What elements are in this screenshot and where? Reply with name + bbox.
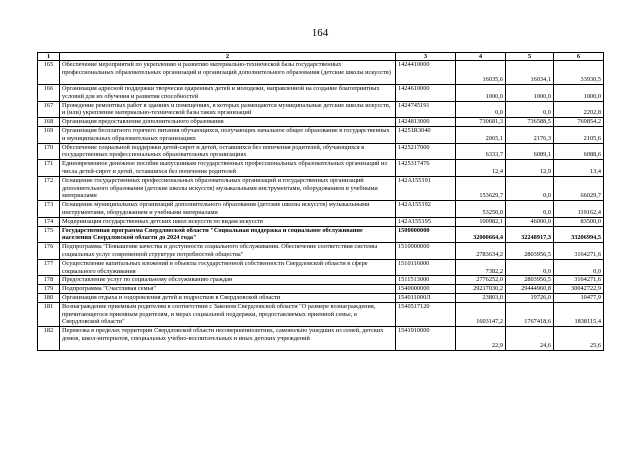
row-value-col6-cell: 2105,6 [554, 126, 604, 143]
row-value-col6-cell: 1838115,4 [554, 302, 604, 326]
table-row [38, 276, 604, 285]
row-code-cell: 14251R3040 [396, 126, 456, 143]
table-row [38, 143, 604, 160]
row-value-col6-cell: 1000,0 [554, 85, 604, 102]
row-value-col4-cell: 7382,2 [456, 259, 506, 276]
row-value-col6-cell: 33930,5 [554, 61, 604, 85]
row-value-col5-cell: 0,0 [506, 201, 554, 218]
row-value-col6-cell: 25,6 [554, 327, 604, 351]
row-value-col4-cell: 1000,0 [456, 85, 506, 102]
row-value-col4-cell: 2783634,2 [456, 243, 506, 260]
row-description-cell: Осуществление капитальных вложений в объекты государственной собственности Свердловской области в сфере социального обслуживания [60, 259, 396, 276]
row-number-cell: 179 [38, 285, 60, 294]
row-description-cell: Государственная программа Свердловской области "Социальная поддержка и социальное обслуживание населения Свердловской области до 2024 года" [60, 226, 396, 243]
row-number-cell: 170 [38, 143, 60, 160]
row-code-cell: 1541910000 [396, 327, 456, 351]
row-value-col4-cell: 1603147,2 [456, 302, 506, 326]
row-value-col6-cell: 30042722,9 [554, 285, 604, 294]
row-value-col4-cell: 32000664,4 [456, 226, 506, 243]
row-value-col4-cell: 23803,0 [456, 293, 506, 302]
row-number-cell: 165 [38, 61, 60, 85]
row-description-cell: Единовременное денежное пособие выпускникам государственных профессиональных образовательных организаций из числа детей-сирот и детей, оставшихся без попечения родителей [60, 160, 396, 177]
row-value-col5-cell: 16034,1 [506, 61, 554, 85]
table-row [38, 118, 604, 127]
row-value-col5-cell: 32248917,3 [506, 226, 554, 243]
row-value-col5-cell: 1767418,6 [506, 302, 554, 326]
row-number-cell: 167 [38, 101, 60, 118]
row-description-cell: Обеспечение мероприятий по укреплению и развитию материально-технической базы государственных профессиональных образовательных организаций и организаций дополнительного образования (детские школы искусств) [60, 61, 396, 85]
row-value-col5-cell: 0,0 [506, 176, 554, 200]
row-number-cell: 177 [38, 259, 60, 276]
row-value-col6-cell: 2202,8 [554, 101, 604, 118]
row-code-cell: 154011000Л [396, 293, 456, 302]
row-value-col5-cell: 0,0 [506, 259, 554, 276]
row-value-col4-cell: 16035,6 [456, 61, 506, 85]
table-row [38, 126, 604, 143]
row-number-cell: 171 [38, 160, 60, 177]
table-row [38, 160, 604, 177]
row-code-cell: 1511513000 [396, 276, 456, 285]
row-value-col6-cell: 119162,4 [554, 201, 604, 218]
row-value-col4-cell: 6333,7 [456, 143, 506, 160]
table-header [38, 53, 604, 61]
row-number-cell: 174 [38, 217, 60, 226]
row-description-cell: Организация отдыха и оздоровления детей и подростков в Свердловской области [60, 293, 396, 302]
row-value-col5-cell: 736588,5 [506, 118, 554, 127]
table-body [38, 61, 604, 351]
table-row [38, 85, 604, 102]
row-value-col6-cell: 83500,0 [554, 217, 604, 226]
row-value-col4-cell: 100982,1 [456, 217, 506, 226]
row-value-col5-cell: 46000,0 [506, 217, 554, 226]
row-description-cell: Модернизация государственных детских школ искусств по видам искусств [60, 217, 396, 226]
row-value-col6-cell: 0,0 [554, 259, 604, 276]
header-cell-col6: 6 [554, 53, 604, 61]
budget-table [37, 52, 604, 351]
row-value-col5-cell: 24,6 [506, 327, 554, 351]
table-row [38, 243, 604, 260]
row-value-col5-cell: 2176,3 [506, 126, 554, 143]
row-value-col4-cell: 2776252,0 [456, 276, 506, 285]
row-value-col4-cell: 153629,7 [456, 176, 506, 200]
row-value-col4-cell: 730681,3 [456, 118, 506, 127]
row-description-cell: Подпрограмма "Повышение качества и доступности социального обслуживания. Обеспечение соответствия системы социальных услуг современной структуре потребностей общества" [60, 243, 396, 260]
row-value-col6-cell: 3164271,6 [554, 276, 604, 285]
table-row [38, 101, 604, 118]
row-code-cell: 1424610000 [396, 85, 456, 102]
row-value-col4-cell: 29217030,2 [456, 285, 506, 294]
row-value-col4-cell: 2065,1 [456, 126, 506, 143]
table-row [38, 226, 604, 243]
header-cell-col3: 3 [396, 53, 456, 61]
row-code-cell: 1424813000 [396, 118, 456, 127]
table-row [38, 217, 604, 226]
header-cell-col5: 5 [506, 53, 554, 61]
row-value-col5-cell: 12,9 [506, 160, 554, 177]
row-value-col4-cell: 53250,0 [456, 201, 506, 218]
row-value-col4-cell: 12,4 [456, 160, 506, 177]
table-row [38, 285, 604, 294]
row-number-cell: 180 [38, 293, 60, 302]
header-cell-col4: 4 [456, 53, 506, 61]
row-code-cell: 142A155191 [396, 176, 456, 200]
row-description-cell: Организация адресной поддержки творчески одаренных детей и молодежи, направленной на создание благоприятных условий для их обучения и развития способностей [60, 85, 396, 102]
row-number-cell: 172 [38, 176, 60, 200]
row-value-col4-cell: 0,0 [456, 101, 506, 118]
row-number-cell: 175 [38, 226, 60, 243]
row-code-cell: 1540517120 [396, 302, 456, 326]
row-description-cell: Организация предоставления дополнительного образования [60, 118, 396, 127]
row-value-col6-cell: 10477,9 [554, 293, 604, 302]
row-code-cell: 1500000000 [396, 226, 456, 243]
row-number-cell: 182 [38, 327, 60, 351]
row-value-col5-cell: 0,0 [506, 101, 554, 118]
row-number-cell: 178 [38, 276, 60, 285]
row-code-cell: 142A155192 [396, 201, 456, 218]
row-value-col5-cell: 29444960,8 [506, 285, 554, 294]
row-value-col5-cell: 2803956,5 [506, 243, 554, 260]
row-code-cell: 1425317476 [396, 160, 456, 177]
row-description-cell: Организация бесплатного горячего питания обучающихся, получающих начальное общее образование в государственных и муниципальных образовательных организациях [60, 126, 396, 143]
row-code-cell: 142A155195 [396, 217, 456, 226]
row-description-cell: Перевозка в пределах территории Свердловской области несовершеннолетних, самовольно ушедших из семей, детских домов, школ-интернатов, специальных учебно-воспитательных и иных детских учреждений [60, 327, 396, 351]
table-row [38, 201, 604, 218]
row-value-col5-cell: 1000,0 [506, 85, 554, 102]
row-number-cell: 176 [38, 243, 60, 260]
row-value-col6-cell: 13,4 [554, 160, 604, 177]
row-code-cell: 1510116000 [396, 259, 456, 276]
header-cell-col2: 2 [60, 53, 396, 61]
table-row [38, 259, 604, 276]
row-number-cell: 166 [38, 85, 60, 102]
row-value-col5-cell: 6089,1 [506, 143, 554, 160]
header-cell-col1: 1 [38, 53, 60, 61]
row-description-cell: Предоставление услуг по социальному обслуживанию граждан [60, 276, 396, 285]
row-code-cell: 1425217000 [396, 143, 456, 160]
page-number: 164 [311, 27, 329, 39]
row-code-cell: 1424410000 [396, 61, 456, 85]
row-number-cell: 181 [38, 302, 60, 326]
row-code-cell: 1540000000 [396, 285, 456, 294]
row-value-col6-cell: 33206994,5 [554, 226, 604, 243]
row-description-cell: Вознаграждение приемным родителям в соответствии с Законом Свердловской области "О размере вознаграждения, причитающегося приемным родителям, и мерах социальной поддержки, предоставляемых приемной семье, в Свердловской области" [60, 302, 396, 326]
table-row [38, 293, 604, 302]
row-code-cell: 1424745191 [396, 101, 456, 118]
row-value-col6-cell: 3164271,6 [554, 243, 604, 260]
row-description-cell: Оснащение муниципальных организаций дополнительного образования (детские школы искусств) музыкальными инструментами, оборудованием и учебными материалами [60, 201, 396, 218]
row-value-col6-cell: 66029,7 [554, 176, 604, 200]
row-description-cell: Проведение ремонтных работ в зданиях и помещениях, в которых размещаются муниципальные детские школы искусств, и (или) укрепление материально-технической базы таких организаций [60, 101, 396, 118]
row-description-cell: Подпрограмма "Счастливая семья" [60, 285, 396, 294]
table-row [38, 302, 604, 326]
row-number-cell: 168 [38, 118, 60, 127]
row-number-cell: 169 [38, 126, 60, 143]
table-row [38, 327, 604, 351]
table-row [38, 176, 604, 200]
row-value-col5-cell: 19726,0 [506, 293, 554, 302]
row-value-col6-cell: 769854,2 [554, 118, 604, 127]
row-description-cell: Обеспечение социальной поддержки детей-сирот и детей, оставшихся без попечения родителей, обучающихся в государственных профессиональных образовательных организациях [60, 143, 396, 160]
row-value-col4-cell: 22,9 [456, 327, 506, 351]
header-row [38, 53, 604, 61]
table-row [38, 61, 604, 85]
row-value-col6-cell: 6088,6 [554, 143, 604, 160]
row-number-cell: 173 [38, 201, 60, 218]
row-value-col5-cell: 2803956,5 [506, 276, 554, 285]
row-code-cell: 1510000000 [396, 243, 456, 260]
row-description-cell: Оснащение государственных профессиональных образовательных организаций и государственных организаций дополнительного образования (детские школы искусств) музыкальными инструментами, оборудованием и учебными материалами [60, 176, 396, 200]
